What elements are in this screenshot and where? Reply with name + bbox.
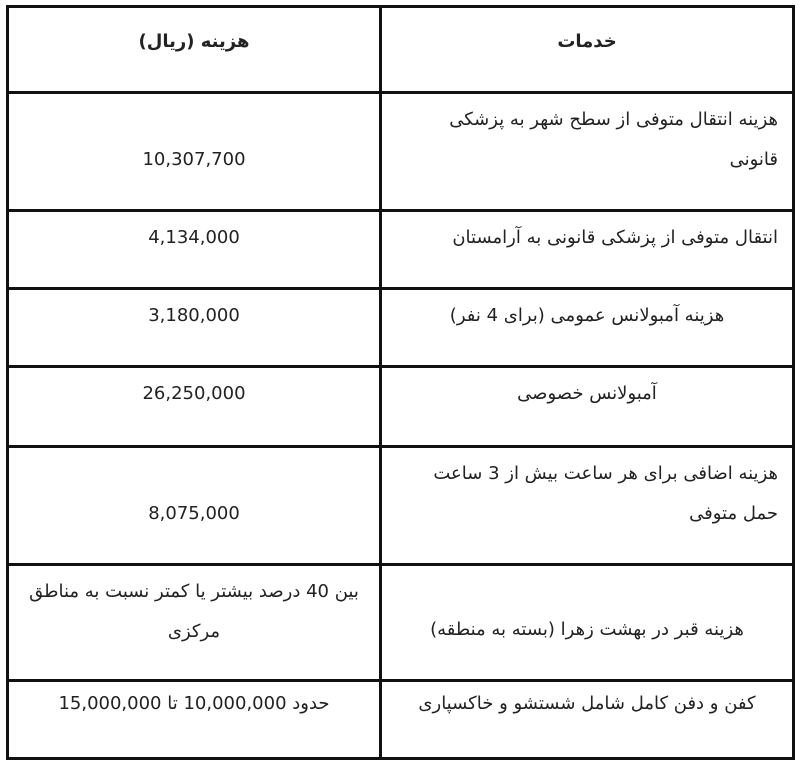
- cost-to: 15,000,000: [58, 693, 162, 714]
- cost-value: 4,134,000: [148, 227, 240, 248]
- cost-value: بین 40 درصد بیشتر یا کمتر نسبت به مناطق مرکزی: [29, 581, 359, 642]
- service-cell: [381, 447, 794, 565]
- cost-cell: [8, 211, 381, 289]
- cost-value: 3,180,000: [148, 305, 240, 326]
- cost-cell: [8, 681, 381, 759]
- cost-cell: [8, 565, 381, 681]
- service-label: آمبولانس خصوصی: [517, 383, 657, 404]
- service-cell: [381, 211, 794, 289]
- table-header-row: [8, 7, 794, 93]
- service-cell: [381, 93, 794, 211]
- service-label: هزینه آمبولانس عمومی (برای 4 نفر): [449, 305, 725, 326]
- cost-cell: [8, 447, 381, 565]
- cost-from: 10,000,000: [183, 693, 287, 714]
- service-label: هزینه اضافی برای هر ساعت بیش از 3 ساعت حمل متوفی: [433, 463, 778, 524]
- service-cell: [381, 367, 794, 447]
- service-label: هزینه قبر در بهشت زهرا (بسته به منطقه): [430, 619, 744, 640]
- service-cell: [381, 289, 794, 367]
- service-label: کفن و دفن کامل شامل شستشو و خاکسپاری: [418, 693, 756, 714]
- table-row: [8, 367, 794, 447]
- header-cost: [8, 7, 381, 93]
- service-label: هزینه انتقال متوفی از سطح شهر به پزشکی قانونی: [449, 109, 778, 170]
- table-row: [8, 565, 794, 681]
- service-cell: [381, 565, 794, 681]
- cost-value: 8,075,000: [148, 503, 240, 524]
- table-row: [8, 93, 794, 211]
- cost-table-container: [6, 5, 792, 760]
- header-service-label: خدمات: [557, 31, 617, 52]
- cost-table: [6, 5, 795, 760]
- cost-range: [9, 682, 379, 724]
- cost-sep: تا: [167, 693, 178, 714]
- service-cell: [381, 681, 794, 759]
- cost-cell: [8, 289, 381, 367]
- table-row: [8, 681, 794, 759]
- table-row: [8, 289, 794, 367]
- table-row: [8, 211, 794, 289]
- header-cost-label: هزینه (ریال): [138, 31, 250, 52]
- service-label: انتقال متوفی از پزشکی قانونی به آرامستان: [452, 227, 778, 248]
- table-row: [8, 447, 794, 565]
- cost-value: 26,250,000: [142, 383, 246, 404]
- cost-cell: [8, 367, 381, 447]
- cost-cell: [8, 93, 381, 211]
- cost-value: 10,307,700: [142, 149, 246, 170]
- cost-prefix: حدود: [292, 693, 330, 714]
- header-service: [381, 7, 794, 93]
